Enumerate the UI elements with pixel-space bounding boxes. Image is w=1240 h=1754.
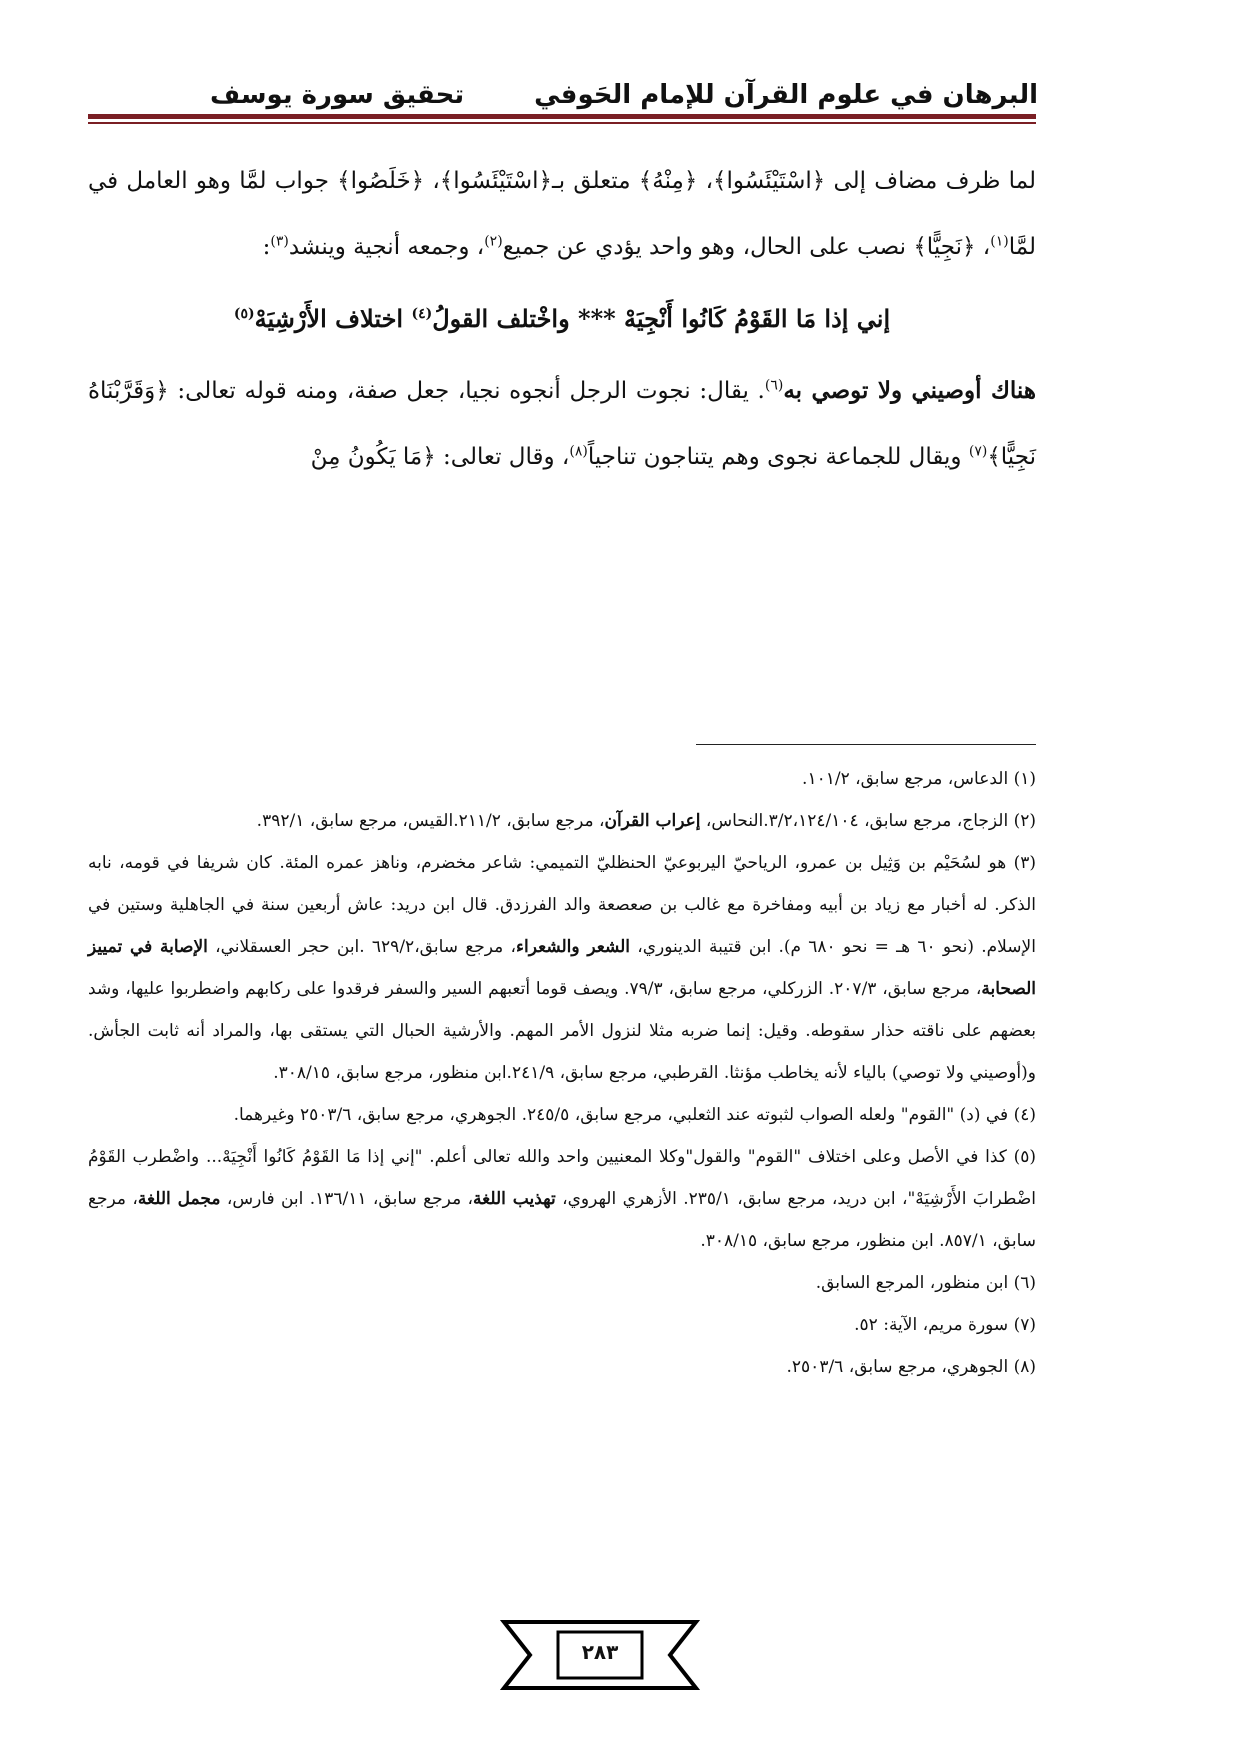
- footnote-4: (٤) في (د) "القوم" ولعله الصواب لثبوته عند الثعلبي، مرجع سابق، ٢٤٥/٥. الجوهري، مرجع سابق، ٢٥٠٣/٦ وغيرهما.: [233, 1105, 1036, 1125]
- header-rule-thin: [88, 122, 1036, 124]
- footnote-ref-6[interactable]: (٦): [764, 377, 784, 394]
- book-title-ref: مجمل اللغة: [137, 1189, 221, 1209]
- text-run: ، ﴿نَجِيًّا﴾ نصب على الحال، وهو واحد يؤدي عن جميع: [502, 234, 991, 260]
- book-title-ref: الإصابة في تمييز الصحابة: [88, 937, 1036, 999]
- text-run: لما ظرف مضاف إلى ﴿اسْتَيْئَسُوا﴾، ﴿مِنْهُ﴾ متعلق بـ﴿اسْتَيْئَسُوا﴾، ﴿خَلَصُوا﴾ جواب لمَّا وهو العامل في لمَّا: [88, 168, 1036, 260]
- text-run: (٥) كذا في الأصل وعلى اختلاف "القوم" والقول"وكلا المعنيين واحد والله تعالى أعلم. "إني إذا مَا القَوْمُ كَانُوا أَنْجِيَهْ... واضْطرب القَوْمُ اضْطرابَ الأَرْشِيَهْ"، ابن دريد، مرجع سابق، ٢٣٥/١. الأزهري الهروي،: [88, 1147, 1037, 1209]
- text-run: . يقال: نجوت الرجل أنجوه نجيا، جعل صفة، ومنه قوله تعالى: ﴿وَقَرَّبْنَاهُ نَجِيًّا﴾: [88, 378, 1036, 470]
- footnote-ref-5[interactable]: (٥): [233, 306, 255, 322]
- text-run: :: [262, 234, 271, 260]
- book-title-ref: تهذيب اللغة: [473, 1189, 556, 1209]
- footnote-ref-8[interactable]: (٨): [569, 443, 588, 460]
- section-title: تحقيق سورة يوسف: [210, 80, 465, 110]
- footnote-7: (٧) سورة مريم، الآية: ٥٢.: [854, 1315, 1036, 1335]
- text-run: ، مرجع سابق،٦٢٩/٢ .ابن حجر العسقلاني،: [207, 937, 517, 957]
- footnote-ref-7[interactable]: (٧): [968, 443, 988, 460]
- text-run: ويقال للجماعة نجوى وهم يتناجون تناجياً: [587, 444, 969, 470]
- book-title: البرهان في علوم القرآن للإمام الحَوفي: [534, 80, 1038, 110]
- running-header: [90, 70, 1038, 110]
- text-run: (٣) هو لسُحَيْم بن وَثِيل بن عمرو، الرياحيّ اليربوعيّ الحنظليّ التميمي: شاعر مخضرم، وناهز عمره المئة. كان شريفا في قومه، نابه الذكر. له أخبار مع زياد بن أبيه ومفاخرة مع غالب بن صعصعة والد الفرزدق. قال ابن دريد: عاش أربعين سنة في الجاهلية وستين في الإسلام. (نحو ٦٠ هـ = نحو ٦٨٠ م). ابن قتيبة الدينوري،: [88, 853, 1036, 957]
- verse-first-half: إني إذا مَا القَوْمُ كَانُوا أَنْجِيَهْ *** واخْتلف القولُ: [432, 304, 891, 333]
- footnote-8: (٨) الجوهري، مرجع سابق، ٢٥٠٣/٦.: [786, 1357, 1036, 1377]
- footnote-3: [88, 842, 1036, 1094]
- text-run: ، وجمعه أنجية وينشد: [288, 234, 485, 260]
- footnote-5: [88, 1136, 1036, 1262]
- text-run: ، مرجع سابق، ٢١١/٢.القيس، مرجع سابق، ٣٩٢/١.: [256, 811, 605, 831]
- paragraph-1: [88, 148, 1036, 280]
- footnote-1: (١) الدعاس، مرجع سابق، ١٠١/٢.: [802, 769, 1036, 789]
- book-title-ref: الشعر والشعراء: [516, 937, 631, 957]
- footnote-6: (٦) ابن منظور، المرجع السابق.: [815, 1273, 1036, 1293]
- footnote-separator: [696, 744, 1036, 745]
- header-rule-thick: [88, 114, 1036, 119]
- verse-continuation: هناك أوصيني ولا توصي به: [783, 377, 1036, 404]
- poetry-verse: [88, 280, 1036, 358]
- paragraph-2: [88, 358, 1036, 490]
- footnote-ref-1[interactable]: (١): [990, 233, 1009, 250]
- footnote-ref-3[interactable]: (٣): [270, 233, 289, 250]
- main-text: [88, 148, 1036, 490]
- footnote-ref-2[interactable]: (٢): [484, 233, 503, 250]
- text-run: ، مرجع سابق، ٢٠٧/٣. الزركلي، مرجع سابق، ٧٩/٣. ويصف قوما أتعبهم السير والسفر فرقدوا على ركابهم واضطربوا عليها، وشد بعضهم على ناقته حذار سقوطه. وقيل: إنما ضربه مثلا لنزول الأمر المهم. والأرشية الحبال التي يستقى بها، والمراد أنه ثابت الجأش. و(أوصيني ولا توصي) بالياء لأنه يخاطب مؤنثا. القرطبي، مرجع سابق، ٢٤١/٩.ابن منظور، مرجع سابق، ٣٠٨/١٥.: [88, 979, 1036, 1083]
- footnote-2: [88, 800, 1036, 842]
- verse-second-half: اختلاف الأَرْشِيَهْ: [254, 304, 412, 333]
- footnotes: [88, 758, 1036, 1388]
- page-number: ٢٨٣: [581, 1640, 619, 1664]
- text-run: (٢) الزجاج، مرجع سابق، ٣/٢،١٢٤/١٠٤.النحاس،: [700, 811, 1036, 831]
- text-run: ، مرجع سابق، ١٣٦/١١. ابن فارس،: [220, 1189, 474, 1209]
- book-title-ref: إعراب القرآن: [604, 811, 701, 831]
- footnote-ref-4[interactable]: (٤): [411, 306, 433, 322]
- text-run: ، مرجع سابق، ٨٥٧/١. ابن منظور، مرجع سابق، ٣٠٨/١٥.: [88, 1189, 1036, 1251]
- text-run: ، وقال تعالى: ﴿مَا يَكُونُ مِنْ: [310, 444, 570, 470]
